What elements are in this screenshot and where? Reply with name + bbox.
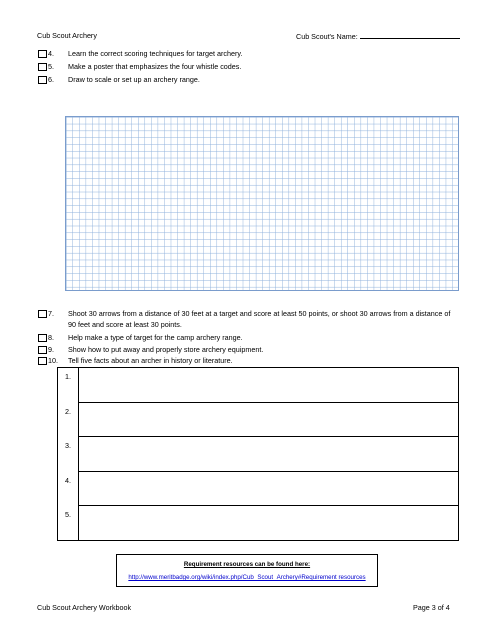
req-number: 8. bbox=[48, 333, 54, 342]
req-number: 6. bbox=[48, 75, 54, 84]
req-text-continued: 90 feet and score at least 30 points. bbox=[68, 320, 182, 329]
req-number: 9. bbox=[48, 345, 54, 354]
fact-answer-box[interactable] bbox=[78, 368, 458, 403]
req-text: Tell five facts about an archer in history or literature. bbox=[68, 356, 233, 365]
footer-title: Cub Scout Archery Workbook bbox=[37, 603, 132, 612]
req-number: 4. bbox=[48, 49, 54, 58]
scout-name-field[interactable] bbox=[296, 31, 460, 41]
req-text: Help make a type of target for the camp archery range. bbox=[68, 333, 243, 342]
fact-answer-box[interactable] bbox=[78, 403, 458, 438]
req-number: 5. bbox=[48, 62, 54, 71]
page-number: Page 3 of 4 bbox=[413, 603, 450, 612]
fact-number: 2. bbox=[65, 406, 71, 416]
fact-row bbox=[58, 403, 458, 438]
fact-number: 3. bbox=[65, 441, 71, 451]
req-number: 7. bbox=[48, 309, 54, 318]
document-title: Cub Scout Archery bbox=[37, 31, 97, 40]
resources-title: Requirement resources can be found here: bbox=[183, 561, 311, 568]
fact-row bbox=[58, 472, 458, 507]
archery-range-drawing-grid[interactable] bbox=[65, 116, 459, 291]
fact-answer-box[interactable] bbox=[78, 506, 458, 541]
fact-answer-box[interactable] bbox=[78, 437, 458, 472]
req-text: Shoot 30 arrows from a distance of 30 feet at a target and score at least 50 points, or shoot 30 arrows from a distance of bbox=[68, 309, 451, 318]
resources-link[interactable]: http://www.meritbadge.org/wiki/index.php/Cub_Scout_Archery#Requirement resources bbox=[128, 574, 366, 581]
resources-box bbox=[116, 554, 378, 587]
req-text: Make a poster that emphasizes the four whistle codes. bbox=[68, 62, 242, 71]
req-number: 10. bbox=[48, 356, 58, 365]
scout-name-label: Cub Scout's Name: bbox=[296, 32, 358, 41]
fact-row bbox=[58, 437, 458, 472]
fact-row bbox=[58, 506, 458, 541]
fact-answer-box[interactable] bbox=[78, 472, 458, 507]
scout-name-line[interactable] bbox=[360, 31, 460, 39]
fact-row bbox=[58, 368, 458, 403]
fact-number: 1. bbox=[65, 372, 71, 381]
fact-number: 5. bbox=[65, 510, 71, 520]
req-text: Draw to scale or set up an archery range. bbox=[68, 75, 200, 84]
req-text: Learn the correct scoring techniques for target archery. bbox=[68, 49, 243, 58]
facts-answer-table bbox=[57, 367, 459, 541]
req-text: Show how to put away and properly store archery equipment. bbox=[68, 345, 264, 354]
fact-number: 4. bbox=[65, 475, 71, 485]
